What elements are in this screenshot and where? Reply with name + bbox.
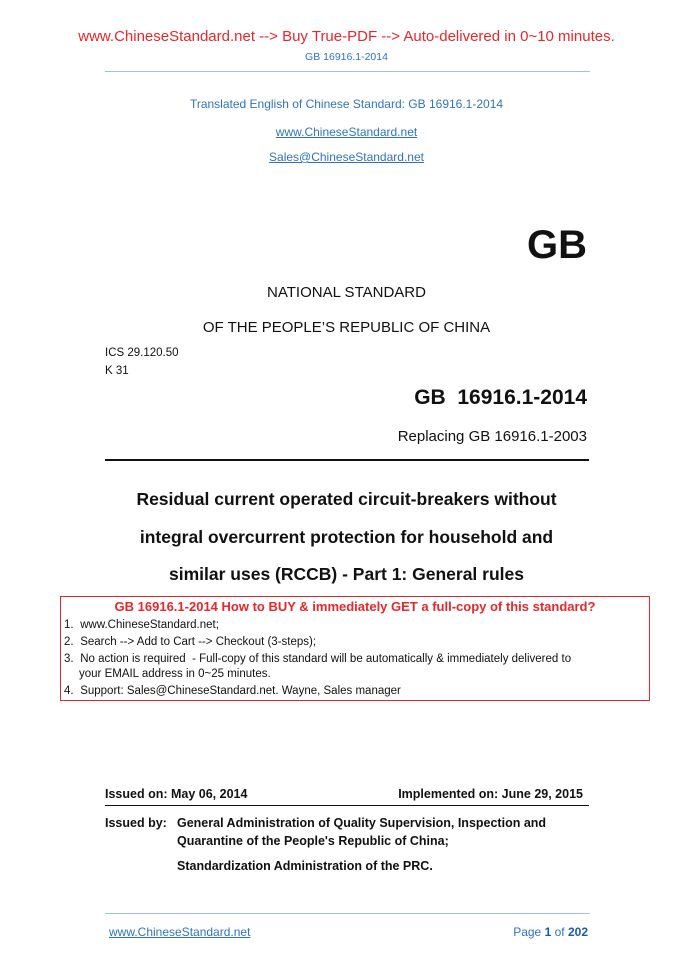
replacing-note: Replacing GB 16916.1-2003: [397, 428, 587, 445]
issue-divider: [105, 805, 589, 806]
republic-heading: OF THE PEOPLE’S REPUBLIC OF CHINA: [202, 319, 491, 336]
footer-divider: [105, 913, 590, 914]
document-title-line-2: integral overcurrent protection for household and: [139, 527, 554, 547]
issuer-line-1: General Administration of Quality Supervision, Inspection and: [177, 816, 547, 830]
step-number: 1.: [64, 619, 74, 631]
email-link[interactable]: Sales@ChineseStandard.net: [269, 150, 424, 164]
page-current: 1: [544, 925, 552, 939]
national-standard-heading: NATIONAL STANDARD: [267, 284, 426, 301]
standard-number: GB 16916.1-2014: [414, 386, 587, 409]
issuer-line-2: Quarantine of the People's Republic of China;: [177, 834, 449, 848]
purchase-info-box: [60, 596, 650, 701]
step-number: 4.: [64, 685, 74, 697]
site-link-row: [0, 123, 693, 141]
top-banner-link[interactable]: www.ChineseStandard.net --> Buy True-PDF --> Auto-delivered in 0~10 minutes.: [78, 28, 615, 45]
step-text[interactable]: www.ChineseStandard.net;: [80, 619, 219, 631]
title-divider: [105, 459, 589, 461]
document-title-line-3: similar uses (RCCB) - Part 1: General rules: [169, 564, 524, 584]
step-text: Support: Sales@ChineseStandard.net. Wayne, Sales manager: [80, 685, 401, 697]
footer-site-link[interactable]: www.ChineseStandard.net: [109, 925, 251, 939]
gb-mark: GB: [527, 223, 587, 267]
step-text-continued: your EMAIL address in 0~25 minutes.: [79, 668, 271, 680]
ics-code: ICS 29.120.50: [105, 347, 179, 359]
k-code: K 31: [105, 365, 129, 377]
step-text: Search --> Add to Cart --> Checkout (3-steps);: [80, 636, 317, 648]
implemented-on-date: Implemented on: June 29, 2015: [398, 787, 583, 801]
translation-note: Translated English of Chinese Standard: GB 16916.1-2014: [189, 97, 504, 111]
page-total: 202: [567, 925, 588, 939]
issued-by-label: Issued by:: [105, 816, 167, 830]
page-of: of: [554, 925, 565, 939]
step-number: 2.: [64, 636, 74, 648]
header-divider: [105, 71, 590, 72]
page-prefix: Page: [513, 925, 542, 939]
purchase-step: [64, 618, 219, 633]
step-text: No action is required - Full-copy of this standard will be automatically & immediately delivered to: [80, 653, 572, 665]
purchase-step: [64, 635, 316, 650]
issued-on-date: Issued on: May 06, 2014: [105, 787, 248, 801]
issuer-line-3: Standardization Administration of the PRC.: [177, 859, 433, 873]
purchase-heading: GB 16916.1-2014 How to BUY & immediately GET a full-copy of this standard?: [114, 599, 596, 614]
step-number: 3.: [64, 653, 74, 665]
page-indicator: [513, 925, 588, 939]
header-standard-code: GB 16916.1-2014: [305, 51, 388, 63]
purchase-step: [64, 684, 401, 699]
document-title-line-1: Residual current operated circuit-breakers without: [136, 489, 557, 509]
email-link-row: [0, 148, 693, 166]
purchase-step: [64, 652, 644, 682]
site-link[interactable]: www.ChineseStandard.net: [275, 125, 418, 139]
